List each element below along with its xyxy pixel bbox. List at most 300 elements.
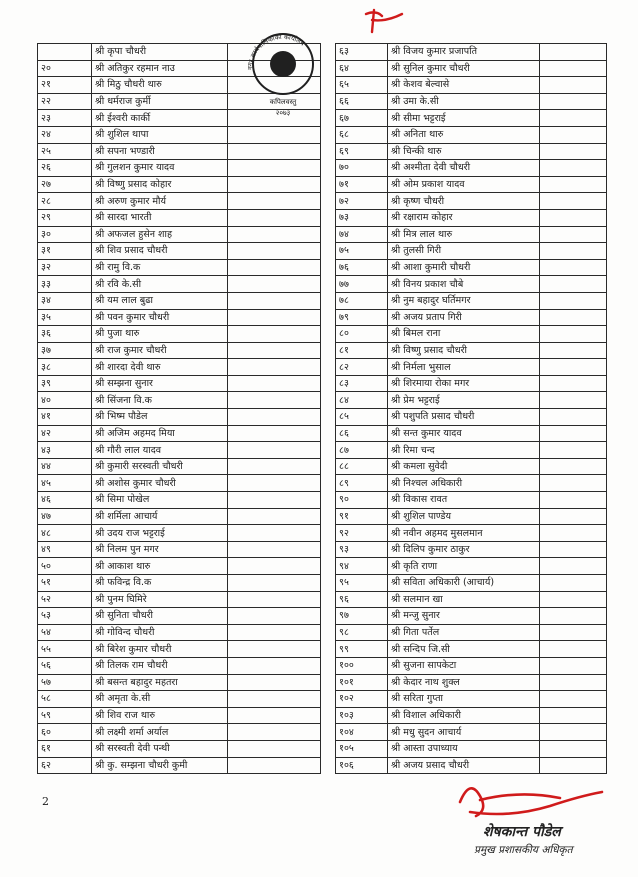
serial-number: ८८ <box>336 458 388 475</box>
serial-number: ३३ <box>38 276 92 293</box>
person-name: श्री रवि के.सी <box>92 276 228 293</box>
serial-number: २३ <box>38 110 92 127</box>
blank-cell <box>540 44 607 61</box>
blank-cell <box>228 624 321 641</box>
table-row <box>38 292 321 309</box>
table-row <box>38 558 321 575</box>
serial-number: ४२ <box>38 425 92 442</box>
blank-cell <box>540 392 607 409</box>
person-name: श्री निर्मला भुसाल <box>388 359 540 376</box>
person-name: श्री शुशिल पाण्डेय <box>388 508 540 525</box>
person-name: श्री विष्णु प्रसाद कोहार <box>92 176 228 193</box>
serial-number: २० <box>38 60 92 77</box>
person-name: श्री लक्ष्मी शर्मा अर्याल <box>92 724 228 741</box>
seal-emblem-icon <box>270 51 296 77</box>
person-name: श्री सुनिता चौधरी <box>92 608 228 625</box>
table-row <box>336 508 607 525</box>
blank-cell <box>540 126 607 143</box>
table-row <box>336 691 607 708</box>
serial-number: १०६ <box>336 757 388 774</box>
serial-number: ३० <box>38 226 92 243</box>
person-name: श्री सिंजना वि.क <box>92 392 228 409</box>
serial-number: ४५ <box>38 475 92 492</box>
person-name: श्री बिमल राना <box>388 326 540 343</box>
person-name: श्री गोविन्द चौधरी <box>92 624 228 641</box>
person-name: श्री कु. सम्झना चौधरी कुमी <box>92 757 228 774</box>
person-name: श्री दिलिप कुमार ठाकुर <box>388 541 540 558</box>
table-row <box>38 508 321 525</box>
serial-number: ५६ <box>38 657 92 674</box>
table-row <box>38 740 321 757</box>
blank-cell <box>540 575 607 592</box>
person-name: श्री तिलक राम चौधरी <box>92 657 228 674</box>
blank-cell <box>540 243 607 260</box>
person-name: श्री अमृता के.सी <box>92 691 228 708</box>
blank-cell <box>228 475 321 492</box>
blank-cell <box>540 176 607 193</box>
table-row <box>336 525 607 542</box>
table-row <box>38 309 321 326</box>
table-row <box>336 44 607 61</box>
blank-cell <box>228 657 321 674</box>
person-name: श्री अशोस कुमार चौधरी <box>92 475 228 492</box>
person-name: श्री नुम बहादुर घर्तिमगर <box>388 292 540 309</box>
blank-cell <box>540 160 607 177</box>
table-row <box>38 591 321 608</box>
serial-number: ६० <box>38 724 92 741</box>
left-name-table <box>37 43 321 774</box>
person-name: श्री सारदा भारती <box>92 209 228 226</box>
person-name: श्री गिता पर्तेल <box>388 624 540 641</box>
table-row <box>38 541 321 558</box>
blank-cell <box>228 375 321 392</box>
person-name: श्री सुजना सापकेटा <box>388 657 540 674</box>
serial-number: ५१ <box>38 575 92 592</box>
person-name: श्री गुलशन कुमार यादव <box>92 160 228 177</box>
serial-number: ९७ <box>336 608 388 625</box>
blank-cell <box>228 226 321 243</box>
table-row <box>336 608 607 625</box>
table-row <box>336 243 607 260</box>
blank-cell <box>540 641 607 658</box>
table-row <box>336 176 607 193</box>
table-row <box>38 176 321 193</box>
person-name: श्री मन्जु सुनार <box>388 608 540 625</box>
serial-number: ३१ <box>38 243 92 260</box>
blank-cell <box>540 541 607 558</box>
serial-number: २५ <box>38 143 92 160</box>
blank-cell <box>540 707 607 724</box>
blank-cell <box>540 326 607 343</box>
table-row <box>38 492 321 509</box>
table-row <box>336 442 607 459</box>
serial-number: ८५ <box>336 409 388 426</box>
table-row <box>336 342 607 359</box>
table-row <box>38 193 321 210</box>
table-row <box>38 226 321 243</box>
person-name: श्री रक्षाराम कोहार <box>388 209 540 226</box>
person-name: श्री मित्र लाल थारु <box>388 226 540 243</box>
person-name: श्री कृपा चौधरी <box>92 44 228 61</box>
serial-number: ८७ <box>336 442 388 459</box>
person-name: श्री सुनिल कुमार चौधरी <box>388 60 540 77</box>
serial-number: ७० <box>336 160 388 177</box>
serial-number: ४३ <box>38 442 92 459</box>
person-name: श्री सिमा पोखेल <box>92 492 228 509</box>
blank-cell <box>228 707 321 724</box>
serial-number: ६७ <box>336 110 388 127</box>
blank-cell <box>540 60 607 77</box>
person-name: श्री आस्ता उपाध्याय <box>388 740 540 757</box>
table-row <box>336 740 607 757</box>
table-row <box>38 276 321 293</box>
serial-number: ४० <box>38 392 92 409</box>
blank-cell <box>228 409 321 426</box>
person-name: श्री विकास रावत <box>388 492 540 509</box>
table-row <box>38 143 321 160</box>
person-name: श्री फविन्द्र वि.क <box>92 575 228 592</box>
person-name: श्री कमला सुवेदी <box>388 458 540 475</box>
serial-number: ९६ <box>336 591 388 608</box>
person-name: श्री पवन कुमार चौधरी <box>92 309 228 326</box>
blank-cell <box>540 558 607 575</box>
blank-cell <box>228 309 321 326</box>
table-row <box>38 392 321 409</box>
person-name: श्री गौरी लाल यादव <box>92 442 228 459</box>
blank-cell <box>540 624 607 641</box>
blank-cell <box>228 359 321 376</box>
person-name: श्री सीमा भट्टराई <box>388 110 540 127</box>
table-row <box>336 409 607 426</box>
table-row <box>336 110 607 127</box>
person-name: श्री शुशिल थापा <box>92 126 228 143</box>
blank-cell <box>540 342 607 359</box>
table-row <box>336 657 607 674</box>
blank-cell <box>540 740 607 757</box>
table-row <box>38 691 321 708</box>
blank-cell <box>540 657 607 674</box>
table-row <box>336 226 607 243</box>
serial-number: ६१ <box>38 740 92 757</box>
person-name: श्री ईश्वरी कार्की <box>92 110 228 127</box>
serial-number: २७ <box>38 176 92 193</box>
blank-cell <box>228 575 321 592</box>
serial-number: ९५ <box>336 575 388 592</box>
blank-cell <box>540 276 607 293</box>
person-name: श्री प्रेम भट्टराई <box>388 392 540 409</box>
table-row <box>336 624 607 641</box>
serial-number: ९२ <box>336 525 388 542</box>
person-name: श्री कुमारी सरस्वती चौधरी <box>92 458 228 475</box>
person-name: श्री शिव राज थारु <box>92 707 228 724</box>
table-row <box>38 409 321 426</box>
blank-cell <box>228 641 321 658</box>
table-row <box>336 93 607 110</box>
person-name: श्री शिरमाया रोका मगर <box>388 375 540 392</box>
person-name: श्री अजय प्रसाद चौधरी <box>388 757 540 774</box>
right-name-table <box>335 43 607 774</box>
table-row <box>38 608 321 625</box>
serial-number: ७३ <box>336 209 388 226</box>
blank-cell <box>540 409 607 426</box>
person-name: श्री अजय प्रताप गिरी <box>388 309 540 326</box>
blank-cell <box>228 160 321 177</box>
blank-cell <box>228 458 321 475</box>
person-name: श्री यम लाल बुढा <box>92 292 228 309</box>
serial-number: २६ <box>38 160 92 177</box>
person-name: श्री पशुपति प्रसाद चौधरी <box>388 409 540 426</box>
serial-number: ३८ <box>38 359 92 376</box>
person-name: श्री केशव बेल्वासे <box>388 77 540 94</box>
table-row <box>38 674 321 691</box>
person-name: श्री अफजल हुसेन शाह <box>92 226 228 243</box>
blank-cell <box>540 77 607 94</box>
serial-number: ८६ <box>336 425 388 442</box>
serial-number: ७७ <box>336 276 388 293</box>
blank-cell <box>540 259 607 276</box>
table-row <box>38 425 321 442</box>
blank-cell <box>228 492 321 509</box>
person-name: श्री सन्दिप जि.सी <box>388 641 540 658</box>
table-row <box>336 160 607 177</box>
serial-number: २१ <box>38 77 92 94</box>
table-row <box>336 558 607 575</box>
blank-cell <box>540 359 607 376</box>
blank-cell <box>228 525 321 542</box>
table-row <box>336 707 607 724</box>
left-table-body <box>38 44 321 774</box>
blank-cell <box>228 259 321 276</box>
serial-number: ६३ <box>336 44 388 61</box>
person-name: श्री अश्मीता देवी चौधरी <box>388 160 540 177</box>
serial-number: २२ <box>38 93 92 110</box>
right-table-body <box>336 44 607 774</box>
person-name: श्री बसन्त बहादुर महतरा <box>92 674 228 691</box>
table-row <box>38 160 321 177</box>
officer-name: शेषकान्त पौडेल <box>483 824 561 840</box>
blank-cell <box>540 375 607 392</box>
table-row <box>38 724 321 741</box>
serial-number: ५३ <box>38 608 92 625</box>
table-row <box>38 342 321 359</box>
person-name: श्री धर्मराज कुर्मी <box>92 93 228 110</box>
blank-cell <box>228 392 321 409</box>
blank-cell <box>228 608 321 625</box>
table-row <box>38 326 321 343</box>
person-name: श्री आकाश थारु <box>92 558 228 575</box>
serial-number: ४७ <box>38 508 92 525</box>
person-name: श्री मिठु चौधरी थारु <box>92 77 228 94</box>
serial-number: ८१ <box>336 342 388 359</box>
blank-cell <box>540 209 607 226</box>
person-name: श्री आशा कुमारी चौधरी <box>388 259 540 276</box>
serial-number: ५७ <box>38 674 92 691</box>
blank-cell <box>540 110 607 127</box>
person-name: श्री बिरेश कुमार चौधरी <box>92 641 228 658</box>
person-name: श्री चिन्की थारु <box>388 143 540 160</box>
table-row <box>336 575 607 592</box>
table-row <box>336 259 607 276</box>
serial-number: ५९ <box>38 707 92 724</box>
blank-cell <box>228 342 321 359</box>
table-row <box>38 624 321 641</box>
table-row <box>38 757 321 774</box>
table-row <box>336 724 607 741</box>
officer-title: प्रमुख प्रशासकीय अधिकृत <box>474 844 573 856</box>
table-row <box>38 209 321 226</box>
serial-number: ९१ <box>336 508 388 525</box>
serial-number: १०१ <box>336 674 388 691</box>
serial-number: १०४ <box>336 724 388 741</box>
blank-cell <box>228 442 321 459</box>
serial-number: ६५ <box>336 77 388 94</box>
serial-number: ८४ <box>336 392 388 409</box>
person-name: श्री विशाल अधिकारी <box>388 707 540 724</box>
person-name: श्री अनिता थारु <box>388 126 540 143</box>
seal-text-office: नगर कार्यपालिकाको कार्यालय <box>245 32 307 71</box>
serial-number: ८३ <box>336 375 388 392</box>
table-row <box>336 209 607 226</box>
serial-number: ९३ <box>336 541 388 558</box>
person-name: श्री अरुण कुमार मौर्य <box>92 193 228 210</box>
serial-number: ७५ <box>336 243 388 260</box>
person-name: श्री कृति राणा <box>388 558 540 575</box>
table-row <box>336 77 607 94</box>
blank-cell <box>228 740 321 757</box>
person-name: श्री शर्मिला आचार्य <box>92 508 228 525</box>
serial-number: ३४ <box>38 292 92 309</box>
serial-number: १०३ <box>336 707 388 724</box>
blank-cell <box>540 492 607 509</box>
blank-cell <box>228 126 321 143</box>
blank-cell <box>228 276 321 293</box>
table-row <box>38 442 321 459</box>
serial-number: ९९ <box>336 641 388 658</box>
person-name: श्री सरिता गुप्ता <box>388 691 540 708</box>
serial-number: ३९ <box>38 375 92 392</box>
serial-number: ७६ <box>336 259 388 276</box>
serial-number: ५४ <box>38 624 92 641</box>
serial-number: ५५ <box>38 641 92 658</box>
table-row <box>38 707 321 724</box>
person-name: श्री केदार नाथ शुक्ल <box>388 674 540 691</box>
blank-cell <box>228 724 321 741</box>
serial-number: ४८ <box>38 525 92 542</box>
table-row <box>336 143 607 160</box>
person-name: श्री नवीन अहमद मुसलमान <box>388 525 540 542</box>
blank-cell <box>540 442 607 459</box>
person-name: श्री शारदा देवी थारु <box>92 359 228 376</box>
serial-number: १०२ <box>336 691 388 708</box>
person-name: श्री पुनम घिमिरे <box>92 591 228 608</box>
seal-text-year: २०७३ <box>275 109 291 117</box>
blank-cell <box>228 691 321 708</box>
red-check-mark-icon <box>362 6 410 36</box>
table-row <box>336 475 607 492</box>
serial-number: ७४ <box>336 226 388 243</box>
blank-cell <box>228 757 321 774</box>
person-name: श्री मधु सुदन आचार्य <box>388 724 540 741</box>
serial-number: ३५ <box>38 309 92 326</box>
serial-number: ४९ <box>38 541 92 558</box>
blank-cell <box>228 209 321 226</box>
blank-cell <box>540 143 607 160</box>
blank-cell <box>228 591 321 608</box>
serial-number: ६४ <box>336 60 388 77</box>
table-row <box>38 243 321 260</box>
serial-number: ७९ <box>336 309 388 326</box>
table-row <box>38 375 321 392</box>
serial-number: १०० <box>336 657 388 674</box>
table-row <box>336 326 607 343</box>
serial-number: ८२ <box>336 359 388 376</box>
table-row <box>38 126 321 143</box>
person-name: श्री कृष्ण चौधरी <box>388 193 540 210</box>
table-row <box>336 641 607 658</box>
person-name: श्री विष्णु प्रसाद चौधरी <box>388 342 540 359</box>
serial-number: २८ <box>38 193 92 210</box>
blank-cell <box>228 193 321 210</box>
table-row <box>336 674 607 691</box>
table-row <box>336 375 607 392</box>
person-name: श्री सविता अधिकारी (आचार्य) <box>388 575 540 592</box>
table-row <box>38 259 321 276</box>
table-row <box>38 525 321 542</box>
blank-cell <box>228 243 321 260</box>
table-row <box>336 60 607 77</box>
serial-number: ४४ <box>38 458 92 475</box>
blank-cell <box>540 193 607 210</box>
blank-cell <box>540 691 607 708</box>
table-row <box>336 276 607 293</box>
table-row <box>38 475 321 492</box>
page-number: 2 <box>42 795 49 808</box>
serial-number: ६२ <box>38 757 92 774</box>
serial-number: १०५ <box>336 740 388 757</box>
table-row <box>336 126 607 143</box>
table-row <box>38 657 321 674</box>
serial-number: २९ <box>38 209 92 226</box>
blank-cell <box>228 326 321 343</box>
serial-number: ७१ <box>336 176 388 193</box>
person-name: श्री राज कुमार चौधरी <box>92 342 228 359</box>
serial-number: ७८ <box>336 292 388 309</box>
blank-cell <box>540 724 607 741</box>
person-name: श्री उदय राज भट्टराई <box>92 525 228 542</box>
serial-number: ६८ <box>336 126 388 143</box>
serial-number: ५० <box>38 558 92 575</box>
blank-cell <box>228 176 321 193</box>
person-name: श्री विनय प्रकाश चौबे <box>388 276 540 293</box>
serial-number: ७२ <box>336 193 388 210</box>
person-name: श्री अजिम अहमद मिया <box>92 425 228 442</box>
serial-number: २४ <box>38 126 92 143</box>
blank-cell <box>540 608 607 625</box>
person-name: श्री भिष्म पौडेल <box>92 409 228 426</box>
person-name: श्री निश्चल अधिकारी <box>388 475 540 492</box>
person-name: श्री सम्झना सुनार <box>92 375 228 392</box>
table-row <box>336 193 607 210</box>
table-row <box>336 492 607 509</box>
blank-cell <box>228 143 321 160</box>
serial-number: ५८ <box>38 691 92 708</box>
serial-number: ३६ <box>38 326 92 343</box>
person-name: श्री सन्त कुमार यादव <box>388 425 540 442</box>
serial-number: ४६ <box>38 492 92 509</box>
blank-cell <box>540 425 607 442</box>
person-name: श्री ओम प्रकाश यादव <box>388 176 540 193</box>
person-name: श्री रामु वि.क <box>92 259 228 276</box>
